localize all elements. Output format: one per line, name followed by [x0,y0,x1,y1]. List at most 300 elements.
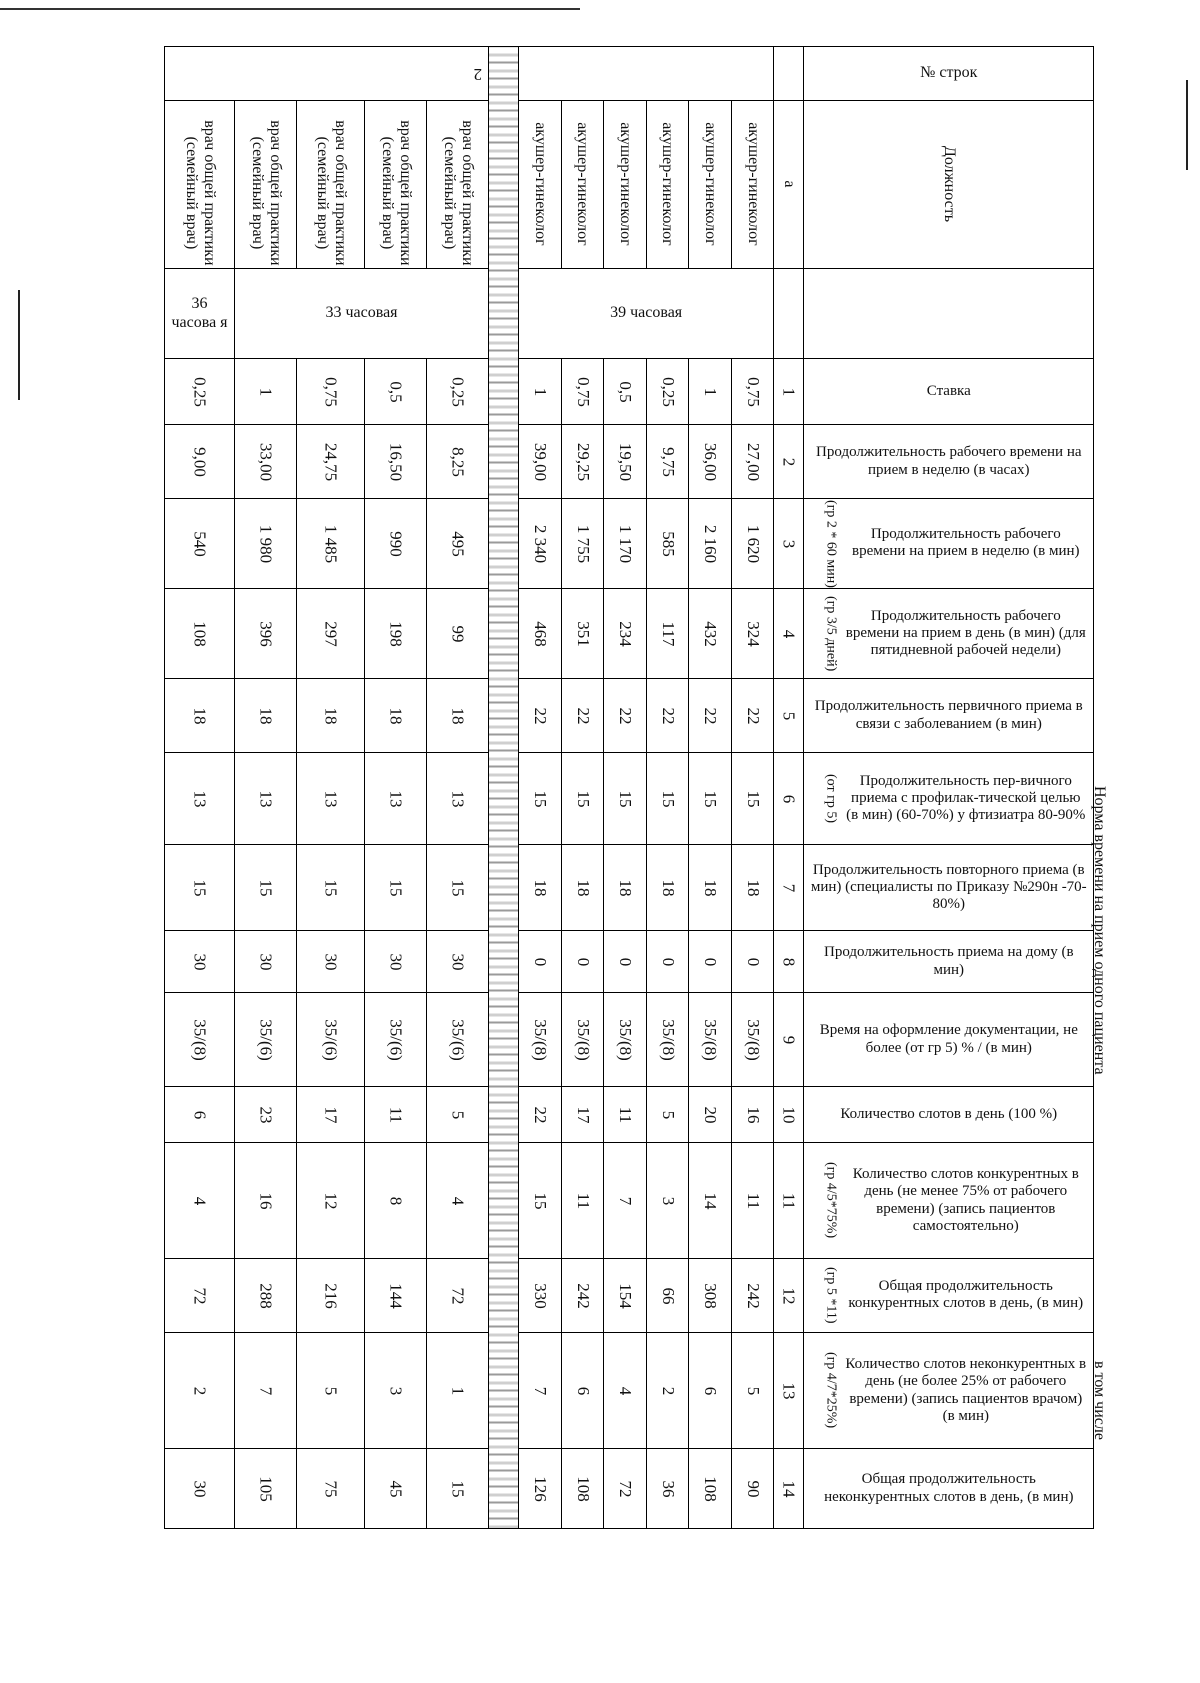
col-number: 5 [779,711,799,720]
col-number-9 [774,993,804,1087]
cell-value: 288 [256,1282,276,1309]
col-number-7 [774,845,804,931]
scan-mark-left [18,290,20,400]
cell-value: 2 [190,1386,210,1395]
cell-value: 117 [658,621,678,646]
c5-value [297,679,365,753]
col-number-11 [774,1143,804,1259]
c3-value [689,499,732,589]
cell-value: 1 755 [573,524,593,563]
stavka-value [561,359,604,425]
cell-value: 16 [743,1105,763,1123]
position-name: акушер-гинеколог [701,122,719,246]
c14-value [165,1449,235,1529]
cell-value: 468 [530,620,550,647]
header-blank [804,269,1094,359]
c4-value [646,589,689,679]
c9-value [604,993,647,1087]
col-number-10 [774,1087,804,1143]
c9-value [365,993,427,1087]
cell-value: 324 [743,620,763,647]
col-a-label-cell [774,101,804,269]
cell-value: 23 [256,1106,276,1123]
c7-value [235,845,297,931]
position-name: акушер-гинеколог [574,122,592,246]
c5-header [804,679,1094,753]
c2-value [646,425,689,499]
c12-value [519,1259,562,1333]
c13-value [646,1333,689,1449]
position-name: врач общей практики (семейный врач) [182,120,218,266]
c2-value [561,425,604,499]
stavka-value [689,359,732,425]
cell-value: 1 485 [321,524,341,563]
c10-value [297,1087,365,1143]
cell-value: 13 [321,790,341,807]
c8-value [235,931,297,993]
cell-value: 126 [530,1475,550,1502]
cell-value: 30 [190,953,210,970]
c10-value [604,1087,647,1143]
col-number-4 [774,589,804,679]
position-name: врач общей практики (семейный врач) [248,120,284,266]
cell-value: 495 [448,530,468,557]
cell-value: 12 [321,1192,341,1209]
stavka-value [165,359,235,425]
cell-value: 18 [321,707,341,724]
cell-value: 13 [256,790,276,807]
cell-value: 7 [256,1386,276,1395]
c12-value [235,1259,297,1333]
c8-value [604,931,647,993]
c13-value [165,1333,235,1449]
cell-value: 0 [615,957,635,966]
cell-value: 15 [321,879,341,896]
c7-value [689,845,732,931]
scan-edge-line [0,8,580,10]
cell-value: 14 [700,1191,720,1209]
c5-value [561,679,604,753]
c14-value [427,1449,489,1529]
position-name-cell [561,101,604,269]
col-a-label: а [780,180,798,188]
cell-value: 20 [700,1105,720,1123]
c7-value [731,845,774,931]
c14-value [646,1449,689,1529]
cell-value: 33,00 [256,442,276,481]
c2-value [235,425,297,499]
c10-value [689,1087,732,1143]
cell-value: 15 [256,879,276,896]
c2-value [519,425,562,499]
cell-value: 22 [743,706,763,724]
c9-value [646,993,689,1087]
cell-value: 0 [743,957,763,966]
cell-value: 22 [658,706,678,724]
c3-header [804,499,1094,589]
c2-header [804,425,1094,499]
c4-header-box [804,596,1093,671]
cell-value: 6 [190,1110,210,1119]
c14-value [689,1449,732,1529]
c13-value [604,1333,647,1449]
c3-value [646,499,689,589]
c7-value [165,845,235,931]
c3-value [427,499,489,589]
col-number: 7 [779,883,799,892]
stavka-header [804,359,1094,425]
cell-value: 22 [700,706,720,724]
c12-value [731,1259,774,1333]
dolzhnost-label: Должность [940,145,958,222]
c8-value [297,931,365,993]
c13-value [689,1333,732,1449]
cell-value: 0,25 [448,376,468,407]
position-name: акушер-гинеколог [531,122,549,246]
c11-value [731,1143,774,1259]
c7-value [604,845,647,931]
cell-value: 30 [321,953,341,970]
c13-value [427,1333,489,1449]
col-a-top [774,47,804,101]
position-name-cell [646,101,689,269]
cell-value: 15 [530,789,550,807]
c6-value [646,753,689,845]
cell-value: 585 [658,530,678,557]
c4-value [365,589,427,679]
c11-value [561,1143,604,1259]
c14-title: Общая продолжительность неконкурентных слотов в день, (в мин) [824,1471,1074,1505]
c9-value [235,993,297,1087]
c8-value [731,931,774,993]
cell-value: 3 [658,1196,678,1205]
cell-value: 108 [573,1475,593,1502]
incl-group-label: в том числе [1091,1360,1108,1440]
c5-header-box [804,696,1093,735]
cell-value: 15 [658,789,678,807]
c11-value [689,1143,732,1259]
group1-label-cell [519,47,774,101]
c6-header-box [804,771,1093,827]
cell-value: 39,00 [530,442,550,481]
c3-formula: (гр 2 * 60 мин) [823,499,839,588]
cell-value: 154 [615,1282,635,1309]
cell-value: 15 [448,1480,468,1497]
cell-value: 5 [448,1110,468,1119]
c8-header [804,931,1094,993]
cell-value: 16,50 [386,442,406,481]
cell-value: 30 [448,953,468,970]
c5-value [731,679,774,753]
cell-value: 13 [190,790,210,807]
schedule-table [164,46,1094,1529]
col-number: 4 [779,629,799,638]
cell-value: 4 [448,1196,468,1205]
cell-value: 308 [700,1282,720,1309]
cell-value: 0,5 [615,380,635,403]
c4-value [235,589,297,679]
c2-value [365,425,427,499]
c4-formula: (гр 3/5 дней) [823,595,839,672]
c2-title: Продолжительность рабочего времени на прием в неделю (в часах) [816,444,1082,478]
col-number-13 [774,1333,804,1449]
c10-value [427,1087,489,1143]
c14-value [519,1449,562,1529]
c4-value [731,589,774,679]
cell-value: 18 [256,707,276,724]
cell-value: 22 [573,706,593,724]
position-name-cell [235,101,297,269]
col-number: 13 [779,1382,799,1399]
c14-value [561,1449,604,1529]
cell-value: 35/(8) [190,1018,210,1061]
c10-value [561,1087,604,1143]
cell-value: 0,75 [573,376,593,407]
cell-value: 72 [190,1287,210,1304]
cell-value: 30 [190,1480,210,1497]
c9-title: Время на оформление документации, не более (от гр 5) % / (в мин) [819,1022,1078,1056]
c6-value [165,753,235,845]
cell-value: 35/(8) [530,1018,550,1061]
separator-column [489,47,519,1529]
col-number: 8 [779,957,799,966]
c4-value [689,589,732,679]
cell-value: 108 [700,1475,720,1502]
c12-value [689,1259,732,1333]
col-number-6 [774,753,804,845]
schedule-39-cell [519,269,774,359]
c13-value [561,1333,604,1449]
cell-value: 351 [573,620,593,647]
position-name-cell [689,101,732,269]
c6-value [235,753,297,845]
stavka-value [519,359,562,425]
cell-value: 35/(8) [615,1018,635,1061]
c9-value [519,993,562,1087]
c5-value [519,679,562,753]
cell-value: 540 [190,530,210,557]
scan-mark-right [1186,80,1188,170]
cell-value: 22 [530,706,550,724]
c5-value [427,679,489,753]
c14-value [604,1449,647,1529]
c6-value [365,753,427,845]
cell-value: 5 [321,1386,341,1395]
cell-value: 15 [573,789,593,807]
cell-value: 0 [658,957,678,966]
c2-value [689,425,732,499]
c4-value [604,589,647,679]
c3-header-box [804,500,1093,588]
group2-number: 2 [473,64,482,84]
cell-value: 0,5 [386,380,406,403]
schedule-36: 36 часова я [171,295,228,331]
c3-value [165,499,235,589]
cell-value: 1 620 [743,524,763,563]
c4-value [519,589,562,679]
col-number: 6 [779,794,799,803]
cell-value: 432 [700,620,720,647]
c8-value [519,931,562,993]
c9-value [561,993,604,1087]
c14-header-box [804,1469,1093,1508]
c12-header [804,1259,1094,1333]
cell-value: 17 [573,1105,593,1123]
group2-label-cell [165,47,489,101]
c13-value [519,1333,562,1449]
cell-value: 7 [530,1386,550,1395]
c8-header-box [804,942,1093,981]
cell-value: 15 [448,879,468,896]
c7-value [561,845,604,931]
cell-value: 13 [386,790,406,807]
cell-value: 4 [615,1386,635,1395]
c3-value [365,499,427,589]
cell-value: 242 [573,1282,593,1309]
cell-value: 99 [448,625,468,642]
c3-value [519,499,562,589]
cell-value: 13 [448,790,468,807]
cell-value: 1 [256,387,276,396]
c6-value [731,753,774,845]
c5-value [689,679,732,753]
c6-value [519,753,562,845]
c7-header-box [804,860,1093,916]
stavka-value [731,359,774,425]
c12-value [561,1259,604,1333]
c14-value [365,1449,427,1529]
c6-header [804,753,1094,845]
c8-value [689,931,732,993]
c5-title: Продолжительность первичного приема в связи с заболеванием (в мин) [814,698,1083,732]
c8-value [365,931,427,993]
c11-value [235,1143,297,1259]
cell-value: 35/(6) [448,1018,468,1061]
cell-value: 18 [743,878,763,896]
position-name: врач общей практики (семейный врач) [313,120,349,266]
cell-value: 15 [743,789,763,807]
cell-value: 29,25 [573,442,593,481]
cell-value: 24,75 [321,442,341,481]
cell-value: 5 [743,1386,763,1395]
c11-value [427,1143,489,1259]
cell-value: 36 [658,1479,678,1497]
c6-value [561,753,604,845]
stavka-value [604,359,647,425]
c12-formula: (гр 5 *11) [823,1267,839,1324]
c13-value [235,1333,297,1449]
cell-value: 35/(8) [743,1018,763,1061]
c4-value [297,589,365,679]
cell-value: 0,75 [321,376,341,407]
c9-value [689,993,732,1087]
c11-value [165,1143,235,1259]
dolzhnost-header [804,101,1094,269]
row-number-header [804,47,1094,101]
c10-value [165,1087,235,1143]
cell-value: 1 170 [615,524,635,563]
c7-title: Продолжительность повторного приема (в мин) (специалисты по Приказу №290н -70-80%) [810,861,1087,913]
cell-value: 66 [658,1286,678,1304]
c9-value [297,993,365,1087]
c10-value [365,1087,427,1143]
schedule-39: 39 часовая [610,304,683,322]
stavka-title: Ставка [926,382,971,399]
col-number-1 [774,359,804,425]
cell-value: 75 [321,1480,341,1497]
cell-value: 8,25 [448,446,468,477]
c2-value [427,425,489,499]
cell-value: 18 [658,878,678,896]
c5-value [604,679,647,753]
position-name-cell [165,101,235,269]
cell-value: 0,25 [658,376,678,407]
c14-value [731,1449,774,1529]
cell-value: 15 [190,879,210,896]
c6-value [689,753,732,845]
cell-value: 22 [530,1105,550,1123]
position-name-cell [365,101,427,269]
c7-value [646,845,689,931]
stavka-value [365,359,427,425]
c12-value [604,1259,647,1333]
position-name: акушер-гинеколог [659,122,677,246]
cell-value: 35/(8) [658,1018,678,1061]
c2-value [165,425,235,499]
col-number: 9 [779,1035,799,1044]
c12-header-box [804,1267,1093,1324]
cell-value: 35/(6) [386,1018,406,1061]
cell-value: 17 [321,1106,341,1123]
c10-header [804,1087,1094,1143]
col-number-5 [774,679,804,753]
cell-value: 1 [448,1386,468,1395]
c10-title: Количество слотов в день (100 %) [840,1105,1058,1122]
c7-value [297,845,365,931]
c3-value [731,499,774,589]
position-name-cell [427,101,489,269]
c12-value [365,1259,427,1333]
position-name-cell [297,101,365,269]
cell-value: 35/(8) [700,1018,720,1061]
c13-header [804,1333,1094,1449]
c13-title: Количество слотов неконкурентных в день (не более 25% от рабочего времени) (запись пациентов врачом) (в мин) [845,1356,1087,1424]
cell-value: 0 [700,957,720,966]
cell-value: 9,75 [658,446,678,477]
c10-header-box [804,1104,1093,1125]
cell-value: 90 [743,1479,763,1497]
c5-value [646,679,689,753]
cell-value: 4 [190,1196,210,1205]
c3-title: Продолжительность рабочего времени на прием в неделю (в мин) [852,526,1080,560]
cell-value: 35/(8) [573,1018,593,1061]
norm-group-label: Норма времени на прием одного пациента [1091,785,1108,1075]
position-name: акушер-гинеколог [744,122,762,246]
cell-value: 108 [190,620,210,647]
schedule-33: 33 часовая [325,304,398,322]
c2-value [731,425,774,499]
cell-value: 11 [743,1192,763,1209]
c12-value [297,1259,365,1333]
c9-header-box [804,1020,1093,1059]
c12-value [427,1259,489,1333]
cell-value: 18 [530,878,550,896]
c9-header [804,993,1094,1087]
stavka-value [297,359,365,425]
cell-value: 72 [615,1479,635,1497]
c7-header [804,845,1094,931]
stavka-value [646,359,689,425]
